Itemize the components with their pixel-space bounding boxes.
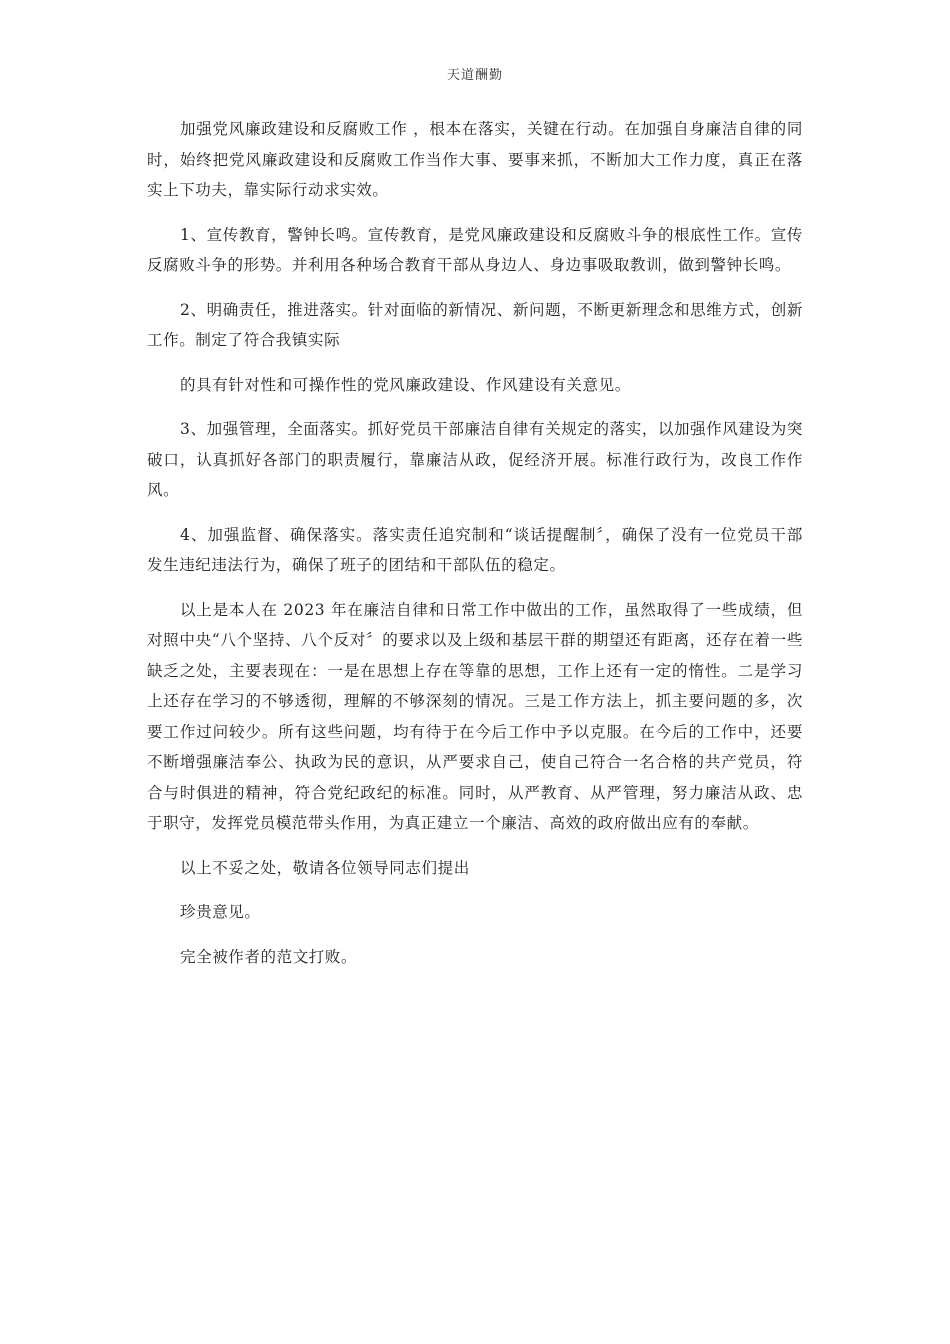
paragraph-summary: 以上是本人在 2023 年在廉洁自律和日常工作中做出的工作，虽然取得了一些成绩，但对照中央“八个坚持、八个反对〞的要求以及上级和基层干群的期望还有距离，还存在着一些缺乏之处，主要表现在：一是在思想上存在等靠的思想，工作上还有一定的惰性。二是学习上还存在学习的不够透彻，理解的不够深刻的情况。三是工作方法上，抓主要问题的多，次要工作过问较少。所有这些问题，均有待于在今后工作中予以克服。在今后的工作中，还要不断增强廉洁奉公、执政为民的意识，从严要求自己，使自己符合一名合格的共产党员，符合与时俱进的精神，符合党纪政纪的标准。同时，从严教育、从严管理，努力廉洁从政、忠于职守，发挥党员模范带头作用，为真正建立一个廉洁、高效的政府做出应有的奉献。: [147, 600, 803, 832]
paragraph-item-1: 1、宣传教育，警钟长鸣。宣传教育，是党风廉政建设和反腐败斗争的根底性工作。宣传反腐败斗争的形势。并利用各种场合教育干部从身边人、身边事吸取教训，做到警钟长鸣。: [147, 225, 803, 274]
paragraph-item-2: 2、明确责任，推进落实。针对面临的新情况、新问题，不断更新理念和思维方式，创新工作。制定了符合我镇实际: [147, 300, 803, 349]
paragraph-intro: 加强党风廉政建设和反腐败工作 ，根本在落实，关键在行动。在加强自身廉洁自律的同时，始终把党风廉政建设和反腐败工作当作大事、要事来抓，不断加大工作力度，真正在落实上下功夫，靠实际行动求实效。: [147, 120, 803, 199]
page-header: 天道酬勤: [446, 68, 503, 83]
document-body: [147, 114, 803, 986]
paragraph-closing-request: 以上不妥之处，敬请各位领导同志们提出: [180, 858, 470, 877]
paragraph-final-note: 完全被作者的范文打败。: [180, 947, 358, 966]
paragraph-item-2-continued: 的具有针对性和可操作性的党风廉政建设、作风建设有关意见。: [180, 375, 631, 394]
paragraph-item-4: 4、加强监督、确保落实。落实责任追究制和“谈话提醒制〞，确保了没有一位党员干部发生违纪违法行为，确保了班子的团结和干部队伍的稳定。: [147, 525, 803, 574]
paragraph-closing-request-continued: 珍贵意见。: [180, 903, 261, 921]
paragraph-item-3: 3、加强管理，全面落实。抓好党员干部廉洁自律有关规定的落实，以加强作风建设为突破口，认真抓好各部门的职责履行，靠廉洁从政，促经济开展。标准行政行为，改良工作作风。: [147, 420, 803, 499]
